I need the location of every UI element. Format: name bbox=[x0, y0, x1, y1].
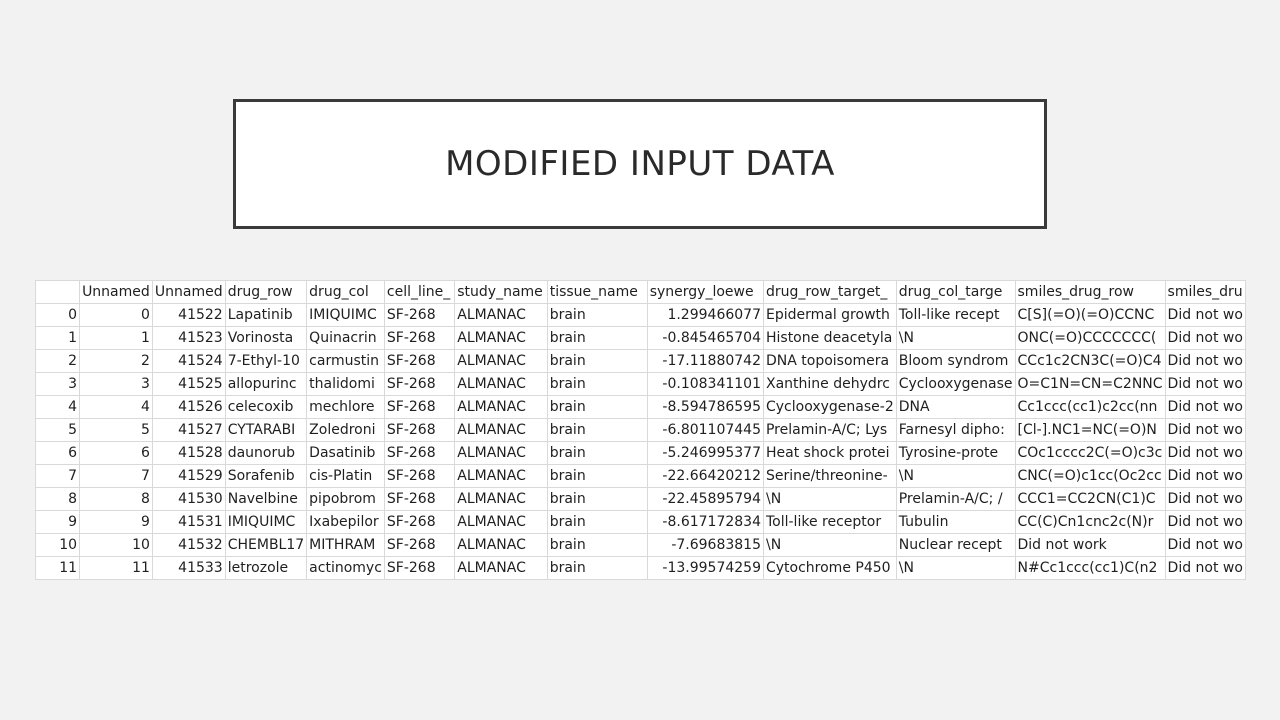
table-cell[interactable]: SF-268 bbox=[384, 327, 454, 350]
table-cell[interactable]: SF-268 bbox=[384, 350, 454, 373]
row-index-cell[interactable]: 6 bbox=[36, 442, 80, 465]
table-cell[interactable]: Vorinosta bbox=[225, 327, 306, 350]
table-cell[interactable]: 41524 bbox=[152, 350, 225, 373]
table-cell[interactable]: O=C1N=CN=C2NNC bbox=[1015, 373, 1165, 396]
row-index-cell[interactable]: 9 bbox=[36, 511, 80, 534]
table-cell[interactable]: MITHRAM bbox=[307, 534, 385, 557]
column-header[interactable]: Unnamed bbox=[152, 281, 225, 304]
column-header[interactable]: drug_col bbox=[307, 281, 385, 304]
table-cell[interactable]: brain bbox=[547, 419, 647, 442]
table-cell[interactable]: N#Cc1ccc(cc1)C(n2 bbox=[1015, 557, 1165, 580]
table-cell[interactable]: -8.594786595 bbox=[647, 396, 763, 419]
table-cell[interactable]: \N bbox=[896, 465, 1015, 488]
table-cell[interactable]: SF-268 bbox=[384, 465, 454, 488]
table-cell[interactable]: SF-268 bbox=[384, 419, 454, 442]
table-cell[interactable]: -7.69683815 bbox=[647, 534, 763, 557]
table-cell[interactable]: 4 bbox=[80, 396, 153, 419]
table-row bbox=[36, 488, 1246, 511]
row-index-cell[interactable]: 10 bbox=[36, 534, 80, 557]
column-header[interactable]: drug_row bbox=[225, 281, 306, 304]
row-index-cell[interactable]: 0 bbox=[36, 304, 80, 327]
table-cell[interactable]: -22.45895794 bbox=[647, 488, 763, 511]
table-cell[interactable]: ALMANAC bbox=[455, 350, 547, 373]
table-cell[interactable]: ONC(=O)CCCCCCC( bbox=[1015, 327, 1165, 350]
table-cell[interactable]: 41533 bbox=[152, 557, 225, 580]
table-cell[interactable]: SF-268 bbox=[384, 488, 454, 511]
table-cell[interactable]: CYTARABI bbox=[225, 419, 306, 442]
table-cell[interactable]: 41531 bbox=[152, 511, 225, 534]
table-cell[interactable]: -22.66420212 bbox=[647, 465, 763, 488]
row-index-cell[interactable]: 2 bbox=[36, 350, 80, 373]
table-row bbox=[36, 442, 1246, 465]
table-cell[interactable]: \N bbox=[763, 534, 896, 557]
table-cell[interactable]: 41530 bbox=[152, 488, 225, 511]
table-header-row bbox=[36, 281, 1246, 304]
table-cell[interactable]: 41523 bbox=[152, 327, 225, 350]
table-cell[interactable]: 41525 bbox=[152, 373, 225, 396]
table-cell[interactable]: Did not wo bbox=[1165, 373, 1245, 396]
table-row bbox=[36, 396, 1246, 419]
table-cell[interactable]: Histone deacetyla bbox=[763, 327, 896, 350]
table-cell[interactable]: 0 bbox=[80, 304, 153, 327]
table-cell[interactable]: ALMANAC bbox=[455, 419, 547, 442]
table-cell[interactable]: Quinacrin bbox=[307, 327, 385, 350]
table-row bbox=[36, 511, 1246, 534]
title-box bbox=[233, 99, 1047, 229]
table-cell[interactable]: allopurinc bbox=[225, 373, 306, 396]
row-index-cell[interactable]: 7 bbox=[36, 465, 80, 488]
column-header[interactable]: Unnamed bbox=[80, 281, 153, 304]
table-cell[interactable]: DNA bbox=[896, 396, 1015, 419]
table-cell[interactable]: Epidermal growth bbox=[763, 304, 896, 327]
table-cell[interactable]: Did not wo bbox=[1165, 488, 1245, 511]
table-row bbox=[36, 327, 1246, 350]
table-cell[interactable]: ALMANAC bbox=[455, 465, 547, 488]
table-cell[interactable]: SF-268 bbox=[384, 511, 454, 534]
table-cell[interactable]: -8.617172834 bbox=[647, 511, 763, 534]
table-cell[interactable]: SF-268 bbox=[384, 373, 454, 396]
table-cell[interactable]: Did not wo bbox=[1165, 350, 1245, 373]
table-cell[interactable]: Sorafenib bbox=[225, 465, 306, 488]
table-cell[interactable]: Lapatinib bbox=[225, 304, 306, 327]
table-cell[interactable]: CCc1c2CN3C(=O)C4 bbox=[1015, 350, 1165, 373]
table-cell[interactable]: carmustin bbox=[307, 350, 385, 373]
table-cell[interactable]: Toll-like recept bbox=[896, 304, 1015, 327]
table-cell[interactable]: ALMANAC bbox=[455, 442, 547, 465]
column-header[interactable]: cell_line_ bbox=[384, 281, 454, 304]
table-cell[interactable]: Cyclooxygenase-2 bbox=[763, 396, 896, 419]
table-row bbox=[36, 350, 1246, 373]
table-cell[interactable]: IMIQUIMC bbox=[225, 511, 306, 534]
table-cell[interactable]: Did not work bbox=[1015, 534, 1165, 557]
table-cell[interactable]: 2 bbox=[80, 350, 153, 373]
table-cell[interactable]: -13.99574259 bbox=[647, 557, 763, 580]
table-cell[interactable]: Did not wo bbox=[1165, 465, 1245, 488]
data-table bbox=[35, 280, 1246, 580]
table-cell[interactable]: Farnesyl dipho: bbox=[896, 419, 1015, 442]
table-cell[interactable]: thalidomi bbox=[307, 373, 385, 396]
table-cell[interactable]: Did not wo bbox=[1165, 511, 1245, 534]
table-cell[interactable]: brain bbox=[547, 396, 647, 419]
table-cell[interactable]: SF-268 bbox=[384, 396, 454, 419]
table-cell[interactable]: COc1cccc2C(=O)c3c bbox=[1015, 442, 1165, 465]
table-cell[interactable]: C[S](=O)(=O)CCNC bbox=[1015, 304, 1165, 327]
table-cell[interactable]: CNC(=O)c1cc(Oc2cc bbox=[1015, 465, 1165, 488]
table-cell[interactable]: ALMANAC bbox=[455, 373, 547, 396]
table-cell[interactable]: Did not wo bbox=[1165, 419, 1245, 442]
table-cell[interactable]: 1 bbox=[80, 327, 153, 350]
table-cell[interactable]: Did not wo bbox=[1165, 327, 1245, 350]
table-cell[interactable]: -17.11880742 bbox=[647, 350, 763, 373]
table-cell[interactable]: Prelamin-A/C; / bbox=[896, 488, 1015, 511]
table-cell[interactable]: SF-268 bbox=[384, 557, 454, 580]
table-cell[interactable]: CCC1=CC2CN(C1)C bbox=[1015, 488, 1165, 511]
table-cell[interactable]: Cyclooxygenase bbox=[896, 373, 1015, 396]
column-header[interactable]: drug_row_target_ bbox=[763, 281, 896, 304]
table-cell[interactable]: 9 bbox=[80, 511, 153, 534]
table-cell[interactable]: ALMANAC bbox=[455, 304, 547, 327]
row-index-cell[interactable]: 1 bbox=[36, 327, 80, 350]
table-cell[interactable]: 6 bbox=[80, 442, 153, 465]
table-cell[interactable]: Xanthine dehydrc bbox=[763, 373, 896, 396]
table-cell[interactable]: ALMANAC bbox=[455, 488, 547, 511]
table-cell[interactable]: CHEMBL17 bbox=[225, 534, 306, 557]
table-row bbox=[36, 419, 1246, 442]
table-cell[interactable]: letrozole bbox=[225, 557, 306, 580]
table-cell[interactable]: Did not wo bbox=[1165, 396, 1245, 419]
table-cell[interactable]: Cytochrome P450 bbox=[763, 557, 896, 580]
table-cell[interactable]: Did not wo bbox=[1165, 304, 1245, 327]
table-cell[interactable]: 11 bbox=[80, 557, 153, 580]
slide-title: MODIFIED INPUT DATA bbox=[445, 144, 835, 184]
table-cell[interactable]: actinomyc bbox=[307, 557, 385, 580]
column-header[interactable] bbox=[36, 281, 80, 304]
table-cell[interactable]: -0.845465704 bbox=[647, 327, 763, 350]
table-cell[interactable]: [Cl-].NC1=NC(=O)N bbox=[1015, 419, 1165, 442]
table-cell[interactable]: SF-268 bbox=[384, 304, 454, 327]
table-cell[interactable]: \N bbox=[896, 327, 1015, 350]
column-header[interactable]: study_name bbox=[455, 281, 547, 304]
table-cell[interactable]: 7 bbox=[80, 465, 153, 488]
table-cell[interactable]: brain bbox=[547, 304, 647, 327]
table-cell[interactable]: 7-Ethyl-10 bbox=[225, 350, 306, 373]
table-cell[interactable]: Did not wo bbox=[1165, 557, 1245, 580]
table-cell[interactable]: 41522 bbox=[152, 304, 225, 327]
table-cell[interactable]: SF-268 bbox=[384, 442, 454, 465]
table-cell[interactable]: ALMANAC bbox=[455, 534, 547, 557]
table-cell[interactable]: 5 bbox=[80, 419, 153, 442]
table-cell[interactable]: Tyrosine-prote bbox=[896, 442, 1015, 465]
table-cell[interactable]: Heat shock protei bbox=[763, 442, 896, 465]
table-cell[interactable]: ALMANAC bbox=[455, 327, 547, 350]
column-header[interactable]: drug_col_targe bbox=[896, 281, 1015, 304]
table-cell[interactable]: daunorub bbox=[225, 442, 306, 465]
table-cell[interactable]: pipobrom bbox=[307, 488, 385, 511]
table-cell[interactable]: Toll-like receptor bbox=[763, 511, 896, 534]
table-cell[interactable]: -0.108341101 bbox=[647, 373, 763, 396]
table-row bbox=[36, 373, 1246, 396]
table-cell[interactable]: Did not wo bbox=[1165, 534, 1245, 557]
table-cell[interactable]: Zoledroni bbox=[307, 419, 385, 442]
table-cell[interactable]: cis-Platin bbox=[307, 465, 385, 488]
table-cell[interactable]: brain bbox=[547, 327, 647, 350]
table-cell[interactable]: -5.246995377 bbox=[647, 442, 763, 465]
table-cell[interactable]: Nuclear recept bbox=[896, 534, 1015, 557]
column-header[interactable]: tissue_name bbox=[547, 281, 647, 304]
table-cell[interactable]: 41529 bbox=[152, 465, 225, 488]
column-header[interactable]: smiles_dru bbox=[1165, 281, 1245, 304]
table-cell[interactable]: brain bbox=[547, 557, 647, 580]
row-index-cell[interactable]: 4 bbox=[36, 396, 80, 419]
row-index-cell[interactable]: 3 bbox=[36, 373, 80, 396]
table-cell[interactable]: ALMANAC bbox=[455, 557, 547, 580]
table-cell[interactable]: 10 bbox=[80, 534, 153, 557]
table-cell[interactable]: celecoxib bbox=[225, 396, 306, 419]
table-cell[interactable]: brain bbox=[547, 488, 647, 511]
table-cell[interactable]: -6.801107445 bbox=[647, 419, 763, 442]
row-index-cell[interactable]: 5 bbox=[36, 419, 80, 442]
table-cell[interactable]: ALMANAC bbox=[455, 396, 547, 419]
table-cell[interactable]: Serine/threonine- bbox=[763, 465, 896, 488]
table-row bbox=[36, 534, 1246, 557]
table-cell[interactable]: Dasatinib bbox=[307, 442, 385, 465]
table-cell[interactable]: mechlore bbox=[307, 396, 385, 419]
table-cell[interactable]: 3 bbox=[80, 373, 153, 396]
table-cell[interactable]: 8 bbox=[80, 488, 153, 511]
column-header[interactable]: smiles_drug_row bbox=[1015, 281, 1165, 304]
table-cell[interactable]: IMIQUIMC bbox=[307, 304, 385, 327]
table-cell[interactable]: brain bbox=[547, 465, 647, 488]
table-row bbox=[36, 465, 1246, 488]
table-cell[interactable]: Navelbine bbox=[225, 488, 306, 511]
row-index-cell[interactable]: 8 bbox=[36, 488, 80, 511]
table-cell[interactable]: Did not wo bbox=[1165, 442, 1245, 465]
table-cell[interactable]: \N bbox=[763, 488, 896, 511]
table-cell[interactable]: brain bbox=[547, 534, 647, 557]
table-cell[interactable]: \N bbox=[896, 557, 1015, 580]
column-header[interactable]: synergy_loewe bbox=[647, 281, 763, 304]
table-cell[interactable]: SF-268 bbox=[384, 534, 454, 557]
table-cell[interactable]: brain bbox=[547, 350, 647, 373]
table-cell[interactable]: 1.299466077 bbox=[647, 304, 763, 327]
table-cell[interactable]: 41532 bbox=[152, 534, 225, 557]
row-index-cell[interactable]: 11 bbox=[36, 557, 80, 580]
table-cell[interactable]: Prelamin-A/C; Lys bbox=[763, 419, 896, 442]
table-cell[interactable]: brain bbox=[547, 373, 647, 396]
table-cell[interactable]: ALMANAC bbox=[455, 511, 547, 534]
table-cell[interactable]: 41528 bbox=[152, 442, 225, 465]
table-cell[interactable]: brain bbox=[547, 511, 647, 534]
table-cell[interactable]: Cc1ccc(cc1)c2cc(nn bbox=[1015, 396, 1165, 419]
table-cell[interactable]: DNA topoisomera bbox=[763, 350, 896, 373]
table-cell[interactable]: 41526 bbox=[152, 396, 225, 419]
table-cell[interactable]: Bloom syndrom bbox=[896, 350, 1015, 373]
table-row bbox=[36, 304, 1246, 327]
table-row bbox=[36, 557, 1246, 580]
table-cell[interactable]: CC(C)Cn1cnc2c(N)r bbox=[1015, 511, 1165, 534]
data-table-container bbox=[35, 280, 1246, 580]
table-cell[interactable]: Ixabepilor bbox=[307, 511, 385, 534]
table-body bbox=[36, 281, 1246, 580]
table-cell[interactable]: 41527 bbox=[152, 419, 225, 442]
table-cell[interactable]: Tubulin bbox=[896, 511, 1015, 534]
table-cell[interactable]: brain bbox=[547, 442, 647, 465]
